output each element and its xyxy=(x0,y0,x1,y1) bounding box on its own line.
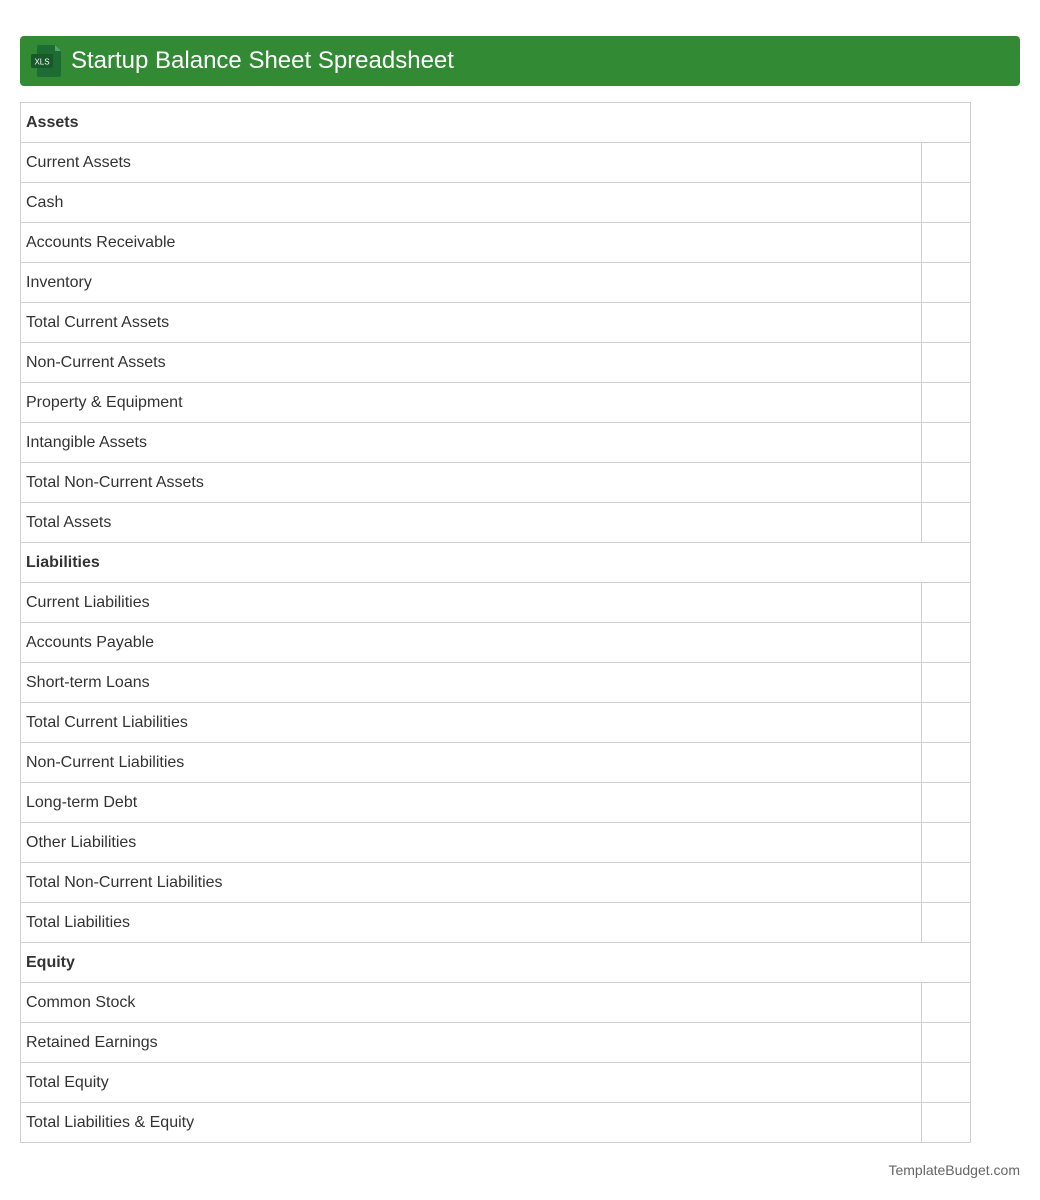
value-cell[interactable] xyxy=(922,343,971,383)
section-header-row xyxy=(21,543,971,583)
row-label: Current Assets xyxy=(21,143,922,183)
row-label: Property & Equipment xyxy=(21,383,922,423)
table-row xyxy=(21,223,971,263)
section-header: Assets xyxy=(21,103,971,143)
value-cell[interactable] xyxy=(922,423,971,463)
row-label: Intangible Assets xyxy=(21,423,922,463)
row-label: Accounts Payable xyxy=(21,623,922,663)
table-row xyxy=(21,583,971,623)
table-row xyxy=(21,863,971,903)
table-row xyxy=(21,183,971,223)
table-row xyxy=(21,463,971,503)
row-label: Inventory xyxy=(21,263,922,303)
table-row xyxy=(21,263,971,303)
row-label: Accounts Receivable xyxy=(21,223,922,263)
value-cell[interactable] xyxy=(922,1103,971,1143)
row-label: Current Liabilities xyxy=(21,583,922,623)
table-row xyxy=(21,503,971,543)
value-cell[interactable] xyxy=(922,663,971,703)
table-row xyxy=(21,783,971,823)
value-cell[interactable] xyxy=(922,143,971,183)
table-row xyxy=(21,823,971,863)
row-label: Total Equity xyxy=(21,1063,922,1103)
section-header: Equity xyxy=(21,943,971,983)
table-row xyxy=(21,1063,971,1103)
value-cell[interactable] xyxy=(922,743,971,783)
row-label: Other Liabilities xyxy=(21,823,922,863)
value-cell[interactable] xyxy=(922,1023,971,1063)
value-cell[interactable] xyxy=(922,263,971,303)
row-label: Non-Current Assets xyxy=(21,343,922,383)
balance-sheet-table xyxy=(20,102,971,1143)
row-label: Common Stock xyxy=(21,983,922,1023)
table-row xyxy=(21,983,971,1023)
table-row xyxy=(21,903,971,943)
value-cell[interactable] xyxy=(922,983,971,1023)
value-cell[interactable] xyxy=(922,863,971,903)
row-label: Total Liabilities xyxy=(21,903,922,943)
value-cell[interactable] xyxy=(922,223,971,263)
xls-file-icon xyxy=(31,45,61,77)
value-cell[interactable] xyxy=(922,703,971,743)
value-cell[interactable] xyxy=(922,303,971,343)
value-cell[interactable] xyxy=(922,783,971,823)
page-header xyxy=(20,36,1020,86)
value-cell[interactable] xyxy=(922,823,971,863)
table-row xyxy=(21,143,971,183)
table-row xyxy=(21,423,971,463)
table-row xyxy=(21,663,971,703)
row-label: Total Non-Current Liabilities xyxy=(21,863,922,903)
table-row xyxy=(21,743,971,783)
section-header-row xyxy=(21,103,971,143)
value-cell[interactable] xyxy=(922,623,971,663)
row-label: Retained Earnings xyxy=(21,1023,922,1063)
table-row xyxy=(21,623,971,663)
table-row xyxy=(21,383,971,423)
value-cell[interactable] xyxy=(922,583,971,623)
row-label: Total Current Assets xyxy=(21,303,922,343)
row-label: Total Assets xyxy=(21,503,922,543)
row-label: Cash xyxy=(21,183,922,223)
value-cell[interactable] xyxy=(922,903,971,943)
page-title: Startup Balance Sheet Spreadsheet xyxy=(71,47,454,74)
value-cell[interactable] xyxy=(922,183,971,223)
table-row xyxy=(21,1103,971,1143)
value-cell[interactable] xyxy=(922,503,971,543)
footer-credit: TemplateBudget.com xyxy=(888,1162,1020,1178)
value-cell[interactable] xyxy=(922,383,971,423)
row-label: Total Current Liabilities xyxy=(21,703,922,743)
section-header: Liabilities xyxy=(21,543,971,583)
xls-icon-label: XLS xyxy=(34,57,50,67)
row-label: Total Liabilities & Equity xyxy=(21,1103,922,1143)
row-label: Short-term Loans xyxy=(21,663,922,703)
table-row xyxy=(21,303,971,343)
section-header-row xyxy=(21,943,971,983)
row-label: Total Non-Current Assets xyxy=(21,463,922,503)
table-row xyxy=(21,343,971,383)
table-row xyxy=(21,1023,971,1063)
value-cell[interactable] xyxy=(922,1063,971,1103)
row-label: Non-Current Liabilities xyxy=(21,743,922,783)
value-cell[interactable] xyxy=(922,463,971,503)
table-row xyxy=(21,703,971,743)
row-label: Long-term Debt xyxy=(21,783,922,823)
